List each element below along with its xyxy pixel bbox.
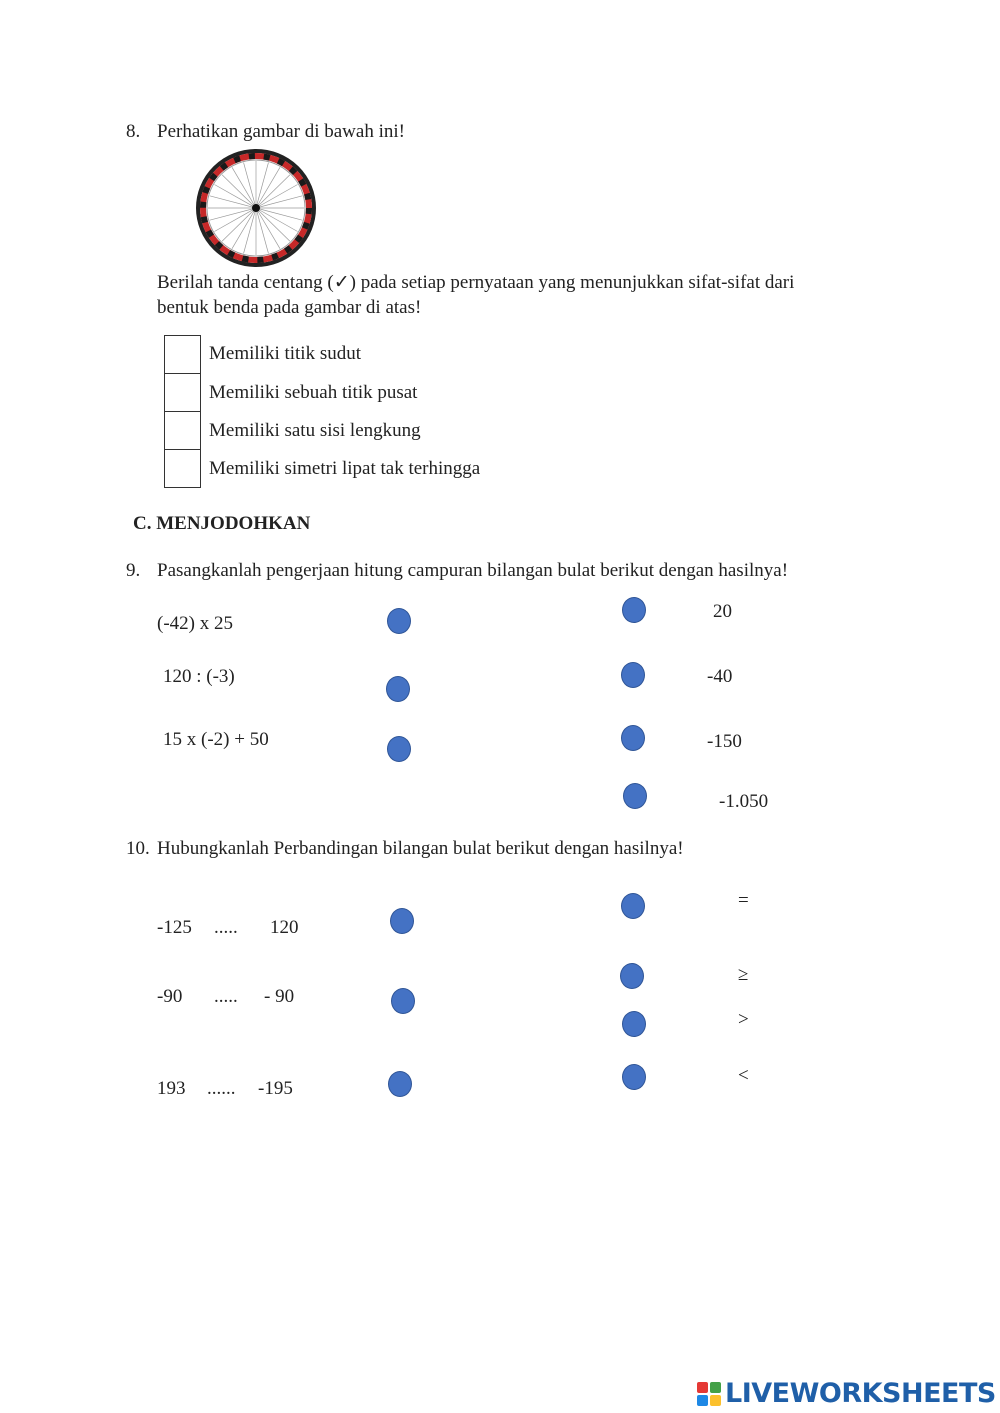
q10-right-symbol: < [738, 1065, 749, 1086]
q10-left-a: 193 [157, 1078, 186, 1099]
match-dot-left[interactable] [387, 736, 411, 762]
checkbox-option-2[interactable] [164, 373, 201, 412]
q8-instruction-line2: bentuk benda pada gambar di atas! [157, 297, 422, 318]
match-dot-right[interactable] [622, 1011, 646, 1037]
logo-blocks-icon [697, 1382, 721, 1406]
logo-block [697, 1382, 708, 1393]
q10-number: 10. [126, 838, 150, 859]
checkbox-option-1[interactable] [164, 335, 201, 374]
q9-right-item: -40 [707, 666, 733, 687]
q9-right-item: -150 [707, 731, 742, 752]
liveworksheets-logo [697, 1378, 996, 1409]
q8-instruction-line1: Berilah tanda centang (✓) pada setiap pernyataan yang menunjukkan sifat-sifat dari [157, 272, 795, 293]
match-dot-right[interactable] [622, 1064, 646, 1090]
q10-left-b: - 90 [264, 986, 295, 1007]
option-label: Memiliki simetri lipat tak terhingga [209, 458, 481, 479]
logo-block [710, 1395, 721, 1406]
option-label: Memiliki titik sudut [209, 343, 362, 364]
q9-right-item: -1.050 [719, 791, 769, 812]
match-dot-right[interactable] [623, 783, 647, 809]
q10-right-symbol: ≥ [738, 964, 749, 985]
logo-block [710, 1382, 721, 1393]
q10-left-dots: ..... [214, 917, 238, 938]
match-dot-right[interactable] [621, 893, 645, 919]
match-dot-left[interactable] [390, 908, 414, 934]
q10-left-dots: ...... [207, 1078, 236, 1099]
logo-block [697, 1395, 708, 1406]
q10-left-a: -90 [157, 986, 183, 1007]
bicycle-wheel-image [193, 146, 321, 268]
q9-number: 9. [126, 560, 141, 581]
match-dot-left[interactable] [386, 676, 410, 702]
q9-left-item: (-42) x 25 [157, 613, 233, 634]
q10-left-dots: ..... [214, 986, 238, 1007]
brand-name: LIVEWORKSHEETS [725, 1378, 996, 1409]
q9-right-item: 20 [713, 601, 732, 622]
section-c-heading: C. MENJODOHKAN [133, 513, 311, 534]
match-dot-right[interactable] [620, 963, 644, 989]
q9-left-item: 15 x (-2) + 50 [163, 729, 269, 750]
q10-left-a: -125 [157, 917, 192, 938]
q8-number: 8. [126, 121, 141, 142]
q10-left-b: -195 [258, 1078, 293, 1099]
q10-prompt: Hubungkanlah Perbandingan bilangan bulat berikut dengan hasilnya! [157, 838, 684, 859]
q10-left-b: 120 [270, 917, 299, 938]
q10-right-symbol: > [738, 1009, 749, 1030]
checkbox-option-4[interactable] [164, 449, 201, 488]
option-label: Memiliki sebuah titik pusat [209, 382, 418, 403]
q10-right-symbol: = [738, 890, 749, 911]
checkbox-option-3[interactable] [164, 411, 201, 450]
match-dot-left[interactable] [388, 1071, 412, 1097]
q8-prompt: Perhatikan gambar di bawah ini! [157, 121, 405, 142]
match-dot-left[interactable] [387, 608, 411, 634]
match-dot-right[interactable] [622, 597, 646, 623]
q9-prompt: Pasangkanlah pengerjaan hitung campuran bilangan bulat berikut dengan hasilnya! [157, 560, 789, 581]
option-label: Memiliki satu sisi lengkung [209, 420, 421, 441]
q9-left-item: 120 : (-3) [163, 666, 235, 687]
match-dot-right[interactable] [621, 662, 645, 688]
match-dot-right[interactable] [621, 725, 645, 751]
match-dot-left[interactable] [391, 988, 415, 1014]
